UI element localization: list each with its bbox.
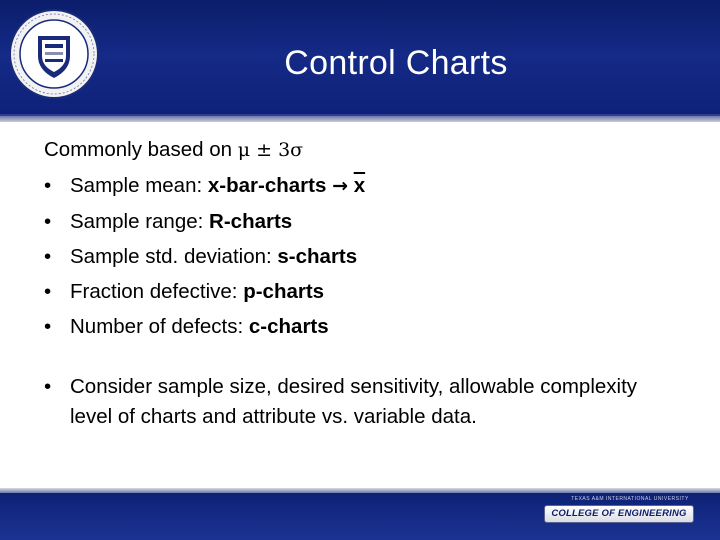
bullet-glyph: •	[44, 210, 52, 233]
item-label: Fraction defective:	[70, 280, 244, 303]
x-bar-symbol: $\overline{x}$	[353, 174, 366, 197]
note-bullet	[44, 372, 684, 432]
bullet-glyph: •	[44, 315, 52, 338]
bullet-glyph: •	[44, 280, 52, 303]
list-item	[44, 204, 694, 239]
list-item	[44, 168, 694, 204]
bullet-glyph: •	[44, 174, 52, 197]
item-label: Sample std. deviation:	[70, 245, 278, 268]
slide-header	[0, 0, 720, 122]
university-seal-icon	[8, 8, 100, 100]
footer-university-text: TEXAS A&M INTERNATIONAL UNIVERSITY	[571, 496, 689, 502]
item-chart-type: s-charts	[277, 245, 358, 268]
list-item	[44, 239, 694, 274]
bullet-glyph: •	[44, 375, 52, 398]
item-chart-type: R-charts	[209, 210, 293, 233]
mu-three-sigma-symbol: μ ± 3σ	[237, 139, 304, 161]
college-logo: COLLEGE OF ENGINEERING	[544, 505, 694, 523]
list-item	[44, 274, 694, 309]
page-title: Control Charts	[284, 44, 508, 82]
header-divider	[0, 114, 720, 116]
note-text: Consider sample size, desired sensitivity, allowable complexity level of charts and attribute vs. variable data.	[70, 375, 638, 428]
item-label: Number of defects:	[70, 315, 249, 338]
item-label: Sample range:	[70, 210, 210, 233]
item-chart-type: p-charts	[243, 280, 325, 303]
item-label: Sample mean:	[70, 174, 208, 197]
item-chart-type: x-bar-charts	[207, 174, 327, 197]
intro-text: Commonly based on	[44, 138, 238, 161]
item-chart-type: c-charts	[248, 315, 329, 338]
list-item	[44, 309, 694, 344]
bullet-glyph: •	[44, 245, 52, 268]
slide-footer	[0, 488, 720, 540]
intro-line	[44, 132, 694, 168]
right-arrow-icon: →	[332, 175, 348, 197]
bullet-list	[44, 168, 694, 344]
slide-body	[44, 132, 694, 344]
